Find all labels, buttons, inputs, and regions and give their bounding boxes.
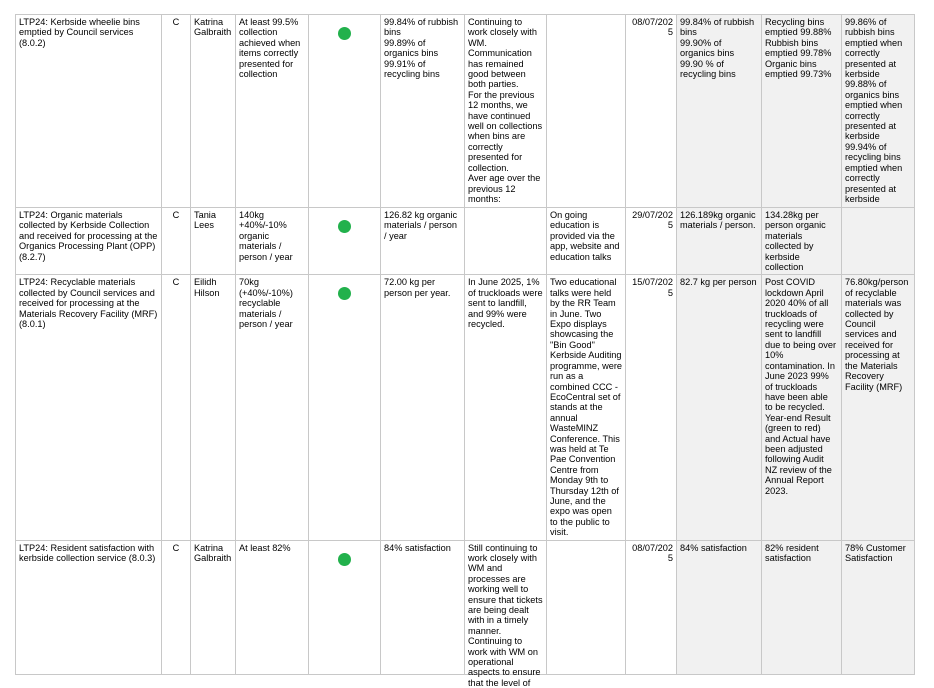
actions-cell <box>547 15 626 208</box>
earlier-result-cell: 78% Customer Satisfaction <box>842 540 915 674</box>
target-cell: At least 82% <box>236 540 309 674</box>
earlier-result-cell <box>842 208 915 275</box>
manager-cell: Katrina Galbraith <box>191 540 236 674</box>
green-circle-icon <box>338 287 351 300</box>
previous-result-cell: 134.28kg per person organic materials collected by kerbside collection <box>762 208 842 275</box>
green-circle-icon <box>338 27 351 40</box>
commentary-cell: In June 2025, 1% of truckloads were sent to landfill, and 99% were recycled. <box>465 275 547 540</box>
commentary-cell <box>465 208 547 275</box>
manager-cell: Eilidh Hilson <box>191 275 236 540</box>
commentary-text: Still continuing to work closely with WM and processes are working well to ensure that tickets are being dealt with in a timely manner. Continuing to work with WM on operational aspects to ensure that the level of <box>468 542 543 688</box>
status-cell <box>309 208 381 275</box>
table-row <box>16 540 915 674</box>
latest-result-cell: 99.84% of rubbish bins 99.90% of organics bins 99.90 % of recycling bins <box>677 15 762 208</box>
commentary-cell: Continuing to work closely with WM. Communication has remained good between both parties. For the previous 12 months, we have continued well on collections when bins are correctly presented for collection. Aver age over the previous 12 months: <box>465 15 547 208</box>
type-cell: C <box>162 275 191 540</box>
date-cell: 08/07/2025 <box>626 540 677 674</box>
status-cell <box>309 15 381 208</box>
green-circle-icon <box>338 553 351 566</box>
actions-cell: Two educational talks were held by the RR Team in June. Two Expo displays showcasing the "Bin Good" Kerbside Auditing programme, were run as a combined CCC - EcoCentral set of stands at the annual WasteMINZ Conference. This was held at Te Pae Convention Centre from Monday 9th to Thursday 12th of June, and the expo was open to the public to visit. <box>547 275 626 540</box>
manager-cell: Tania Lees <box>191 208 236 275</box>
table-row <box>16 208 915 275</box>
manager-cell: Katrina Galbraith <box>191 15 236 208</box>
latest-result-cell: 82.7 kg per person <box>677 275 762 540</box>
result-cell: 84% satisfaction <box>381 540 465 674</box>
date-cell: 29/07/2025 <box>626 208 677 275</box>
previous-result-cell: 82% resident satisfaction <box>762 540 842 674</box>
result-cell: 126.82 kg organic materials / person / year <box>381 208 465 275</box>
commentary-cell <box>465 540 547 688</box>
target-cell: 70kg (+40%/-10%) recyclable materials / person / year <box>236 275 309 540</box>
date-cell: 15/07/2025 <box>626 275 677 540</box>
actions-cell: On going education is provided via the app, website and education talks <box>547 208 626 275</box>
target-cell: 140kg +40%/-10% organic materials / person / year <box>236 208 309 275</box>
actions-cell <box>547 540 626 674</box>
result-cell: 99.84% of rubbish bins 99.89% of organics bins 99.91% of recycling bins <box>381 15 465 208</box>
type-cell: C <box>162 15 191 208</box>
performance-measures-table <box>15 14 915 688</box>
report-page <box>15 14 915 688</box>
status-cell <box>309 275 381 540</box>
earlier-result-cell: 99.86% of rubbish bins emptied when correctly presented at kerbside 99.88% of organics bins emptied when correctly presented at kerbside 99.94% of recycling bins emptied when correctly presented at kerbside <box>842 15 915 208</box>
result-cell: 72.00 kg per person per year. <box>381 275 465 540</box>
measure-cell: LTP24: Resident satisfaction with kerbside collection service (8.0.3) <box>16 540 162 674</box>
previous-result-cell: Recycling bins emptied 99.88% Rubbish bins emptied 99.78% Organic bins emptied 99.73% <box>762 15 842 208</box>
measure-cell: LTP24: Organic materials collected by Kerbside Collection and received for processing at the Organics Processing Plant (OPP) (8.2.7) <box>16 208 162 275</box>
target-cell: At least 99.5% collection achieved when items correctly presented for collection <box>236 15 309 208</box>
green-circle-icon <box>338 220 351 233</box>
type-cell: C <box>162 540 191 674</box>
earlier-result-cell: 76.80kg/person of recyclable materials was collected by Council services and received for processing at the Materials Recovery Facility (MRF) <box>842 275 915 540</box>
type-cell: C <box>162 208 191 275</box>
latest-result-cell: 84% satisfaction <box>677 540 762 674</box>
table-row <box>16 15 915 208</box>
measure-cell: LTP24: Kerbside wheelie bins emptied by Council services (8.0.2) <box>16 15 162 208</box>
table-row <box>16 275 915 540</box>
date-cell: 08/07/2025 <box>626 15 677 208</box>
latest-result-cell: 126.189kg organic materials / person. <box>677 208 762 275</box>
measure-cell: LTP24: Recyclable materials collected by Council services and received for processing at the Materials Recovery Facility (MRF) (8.0.1) <box>16 275 162 540</box>
previous-result-cell: Post COVID lockdown April 2020 40% of all truckloads of recycling were sent to landfill due to being over 10% contamination. In June 2023 99% of truckloads have been able to be recycled. Year-end Result (green to red) and Actual have been adjusted following Audit NZ review of the Annual Report 2023. <box>762 275 842 540</box>
status-cell <box>309 540 381 674</box>
